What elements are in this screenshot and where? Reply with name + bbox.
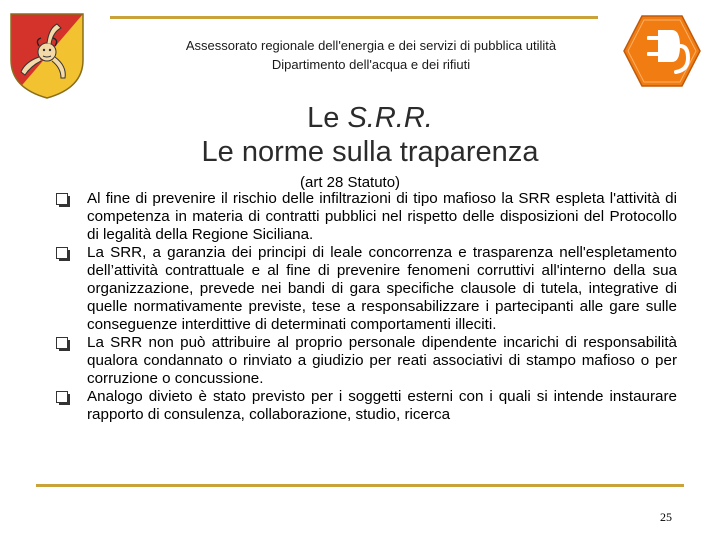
list-item-text: La SRR non può attribuire al proprio personale dipendente incarichi di responsabilità qualora condannato o rinviato a giudizio per reati associativi di stampo mafioso o per corruzione o concussione. — [87, 334, 677, 387]
header-line-1: Assessorato regionale dell'energia e dei servizi di pubblica utilità — [185, 38, 557, 53]
title-acronym: S.R.R. — [347, 102, 433, 134]
top-rule — [110, 16, 598, 19]
list-item-text: La SRR, a garanzia dei principi di leale concorrenza e trasparenza nell'espletamento dell’attività contrattuale e al fine di prevenire fenomeni corruttivi all'interno della sua organizzazione, prevede nei bandi di gara specifiche clausole di tutela, integrative di quelle normativamente previste, tese a responsabilizzare i partecipanti alle gare sulle conseguenze interdittive di determinati comportamenti illeciti. — [87, 244, 677, 333]
list-item-text: Analogo divieto è stato previsto per i soggetti esterni con i quali si intende instaurare rapporto di consulenza, collaborazione, studio, ricerca — [87, 388, 677, 423]
electric-plug-icon — [622, 12, 702, 90]
list-item — [56, 244, 677, 334]
list-item-text: Al fine di prevenire il rischio delle infiltrazioni di tipo mafioso la SRR espleta l'attività di competenza in materia di contratti pubblici nel rispetto delle disposizioni del Protocollo di legalità della Regione Siciliana. — [87, 190, 677, 243]
slide-title — [100, 101, 640, 169]
list-item — [56, 334, 677, 388]
title-note: (art 28 Statuto) — [300, 174, 401, 191]
bullet-list — [56, 190, 677, 424]
title-line-1 — [100, 101, 640, 135]
bottom-rule — [36, 484, 684, 487]
list-item — [56, 190, 677, 244]
checkbox-bullet-icon — [56, 337, 68, 349]
list-item — [56, 388, 677, 424]
page-number: 25 — [660, 510, 672, 524]
sicily-coat-of-arms-icon — [5, 10, 89, 100]
title-line-2: Le norme sulla traparenza — [201, 136, 539, 168]
checkbox-bullet-icon — [56, 391, 68, 403]
title-prefix: Le — [307, 102, 348, 134]
checkbox-bullet-icon — [56, 247, 68, 259]
header-line-2: Dipartimento dell'acqua e dei rifiuti — [271, 57, 471, 72]
checkbox-bullet-icon — [56, 193, 68, 205]
department-header — [110, 36, 632, 74]
